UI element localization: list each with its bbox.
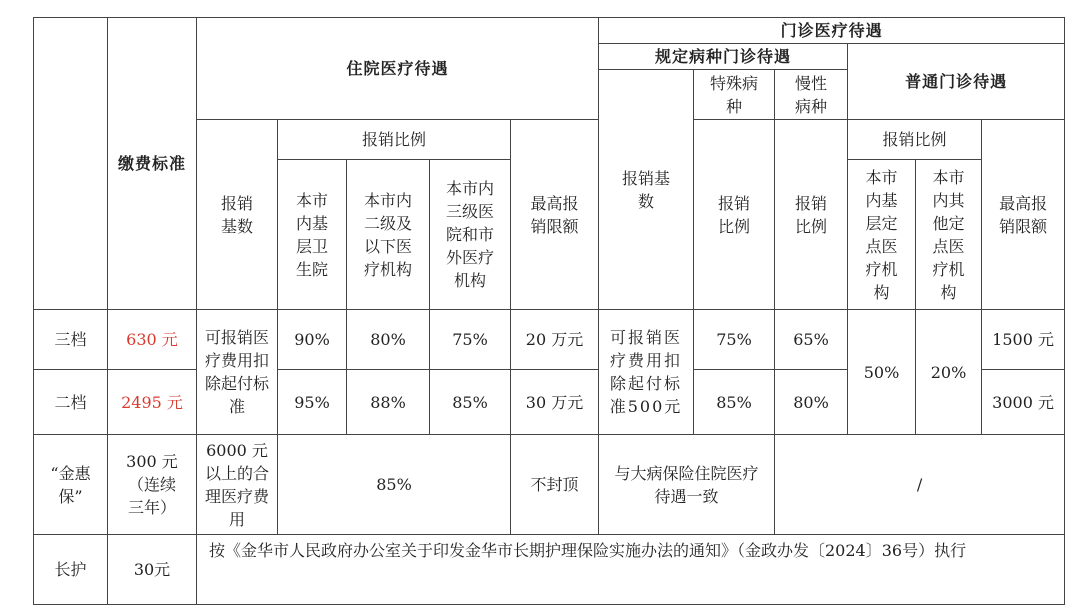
table-row [34, 310, 1065, 370]
payment-standard-header: 缴费标准 [108, 18, 197, 310]
tier2-inp-level3: 85% [430, 370, 511, 435]
tier2-label: 二档 [34, 370, 108, 435]
op-base-value: 可报销医疗费用扣除起付标准500元 [599, 310, 694, 435]
gen-primary-header: 本市内基层定点医疗机构 [848, 160, 916, 310]
gen-other-value: 20% [916, 310, 982, 435]
tier2-fee: 2495 元 [108, 370, 197, 435]
tier2-inp-level2: 88% [347, 370, 430, 435]
insurance-benefits-table [33, 17, 1065, 605]
jinhuibao-general: / [775, 435, 1065, 535]
jinhuibao-label: “金惠保” [34, 435, 108, 535]
tier3-chronic: 65% [775, 310, 848, 370]
tier2-inp-max: 30 万元 [511, 370, 599, 435]
tier3-fee: 630 元 [108, 310, 197, 370]
corner-cell [34, 18, 108, 310]
inp-reimb-base-header: 报销基数 [197, 120, 278, 310]
tier3-inp-primary: 90% [278, 310, 347, 370]
table-row [34, 535, 1065, 605]
ltc-label: 长护 [34, 535, 108, 605]
tier3-inp-max: 20 万元 [511, 310, 599, 370]
jinhuibao-base: 6000 元以上的合理医疗费用 [197, 435, 278, 535]
city-level3-header: 本市内三级医院和市外医疗机构 [430, 160, 511, 310]
tier2-gen-max: 3000 元 [982, 370, 1065, 435]
tier2-inp-primary: 95% [278, 370, 347, 435]
outpatient-header: 门诊医疗待遇 [599, 18, 1065, 44]
special-disease-header: 特殊病种 [694, 70, 775, 120]
tier3-inp-level2: 80% [347, 310, 430, 370]
specified-outpatient-header: 规定病种门诊待遇 [599, 44, 848, 70]
inp-base-value: 可报销医疗费用扣除起付标准 [197, 310, 278, 435]
tier3-special: 75% [694, 310, 775, 370]
gen-primary-value: 50% [848, 310, 916, 435]
table-row [34, 435, 1065, 535]
chronic-disease-header: 慢性病种 [775, 70, 848, 120]
jinhuibao-fee: 300 元（连续三年） [108, 435, 197, 535]
tier2-chronic: 80% [775, 370, 848, 435]
jinhuibao-max: 不封顶 [511, 435, 599, 535]
general-outpatient-header: 普通门诊待遇 [848, 44, 1065, 120]
op-reimb-base-header: 报销基数 [599, 70, 694, 310]
chronic-ratio-header: 报销比例 [775, 120, 848, 310]
jinhuibao-outpatient: 与大病保险住院医疗待遇一致 [599, 435, 775, 535]
inp-reimb-ratio-header: 报销比例 [278, 120, 511, 160]
gen-reimb-ratio-header: 报销比例 [848, 120, 982, 160]
inp-max-limit-header: 最高报销限额 [511, 120, 599, 310]
city-primary-health-header: 本市内基层卫生院 [278, 160, 347, 310]
gen-max-limit-header: 最高报销限额 [982, 120, 1065, 310]
inpatient-header: 住院医疗待遇 [197, 18, 599, 120]
jinhuibao-ratio: 85% [278, 435, 511, 535]
special-ratio-header: 报销比例 [694, 120, 775, 310]
ltc-note: 按《金华市人民政府办公室关于印发金华市长期护理保险实施办法的通知》（金政办发〔2024〕36号）执行 [197, 535, 1065, 605]
tier3-inp-level3: 75% [430, 310, 511, 370]
gen-other-header: 本市内其他定点医疗机构 [916, 160, 982, 310]
tier3-gen-max: 1500 元 [982, 310, 1065, 370]
tier2-special: 85% [694, 370, 775, 435]
tier3-label: 三档 [34, 310, 108, 370]
ltc-fee: 30元 [108, 535, 197, 605]
city-level2-header: 本市内二级及以下医疗机构 [347, 160, 430, 310]
